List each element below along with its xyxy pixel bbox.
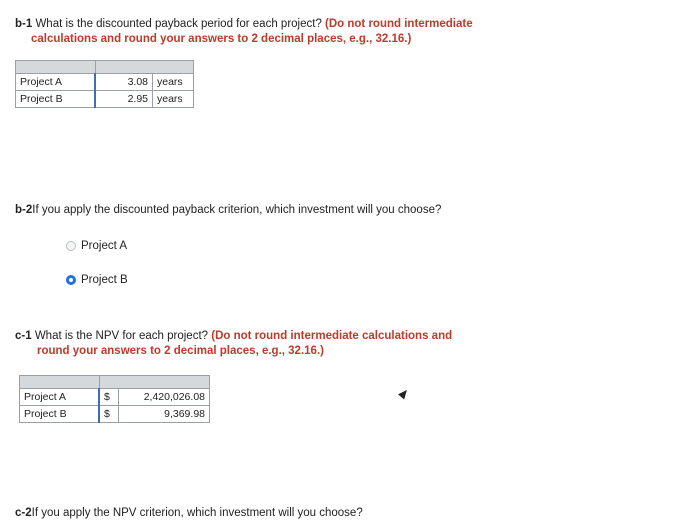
currency-symbol: $	[99, 389, 119, 406]
radio-circle[interactable]	[66, 241, 76, 251]
radio-project-a[interactable]	[66, 240, 127, 252]
npv-table	[19, 375, 210, 423]
payback-input-b[interactable]: 2.95	[95, 91, 153, 108]
mouse-cursor-icon	[398, 387, 410, 399]
instruction-text: calculations and round your answers to 2 decimal places, e.g., 32.16.)	[31, 33, 412, 45]
unit-label: years	[153, 74, 194, 91]
question-number: b-2	[15, 204, 33, 216]
row-label: Project B	[20, 406, 100, 423]
instruction-text: (Do not round intermediate	[325, 18, 473, 30]
payback-input-a[interactable]: 3.08	[95, 74, 153, 91]
radio-circle[interactable]	[66, 275, 76, 285]
npv-input-b[interactable]: 9,369.98	[119, 406, 210, 423]
table-row	[16, 74, 194, 91]
question-c1	[15, 329, 505, 359]
row-label: Project B	[16, 91, 96, 108]
instruction-text: round your answers to 2 decimal places, e.g., 32.16.)	[37, 345, 324, 357]
npv-input-a[interactable]: 2,420,026.08	[119, 389, 210, 406]
unit-label: years	[153, 91, 194, 108]
question-c2	[15, 506, 363, 521]
row-label: Project A	[20, 389, 100, 406]
question-text: If you apply the NPV criterion, which investment will you choose?	[31, 507, 363, 519]
question-number: c-2	[15, 507, 32, 519]
table-header-row	[16, 61, 194, 74]
currency-symbol: $	[99, 406, 119, 423]
question-text: What is the discounted payback period for each project?	[32, 18, 326, 30]
table-row	[20, 389, 210, 406]
question-b2	[15, 203, 441, 218]
radio-label: Project B	[81, 274, 128, 286]
radio-project-b[interactable]	[66, 274, 128, 286]
instruction-text: (Do not round intermediate calculations and	[211, 330, 453, 342]
question-text: If you apply the discounted payback criterion, which investment will you choose?	[32, 204, 442, 216]
question-b1	[15, 17, 505, 47]
question-text: What is the NPV for each project?	[31, 330, 212, 342]
row-label: Project A	[16, 74, 96, 91]
radio-label: Project A	[81, 240, 128, 252]
table-row	[20, 406, 210, 423]
question-number: c-1	[15, 330, 32, 342]
table-row	[16, 91, 194, 108]
table-header-row	[20, 376, 210, 389]
question-number: b-1	[15, 18, 33, 30]
payback-table	[15, 60, 194, 108]
